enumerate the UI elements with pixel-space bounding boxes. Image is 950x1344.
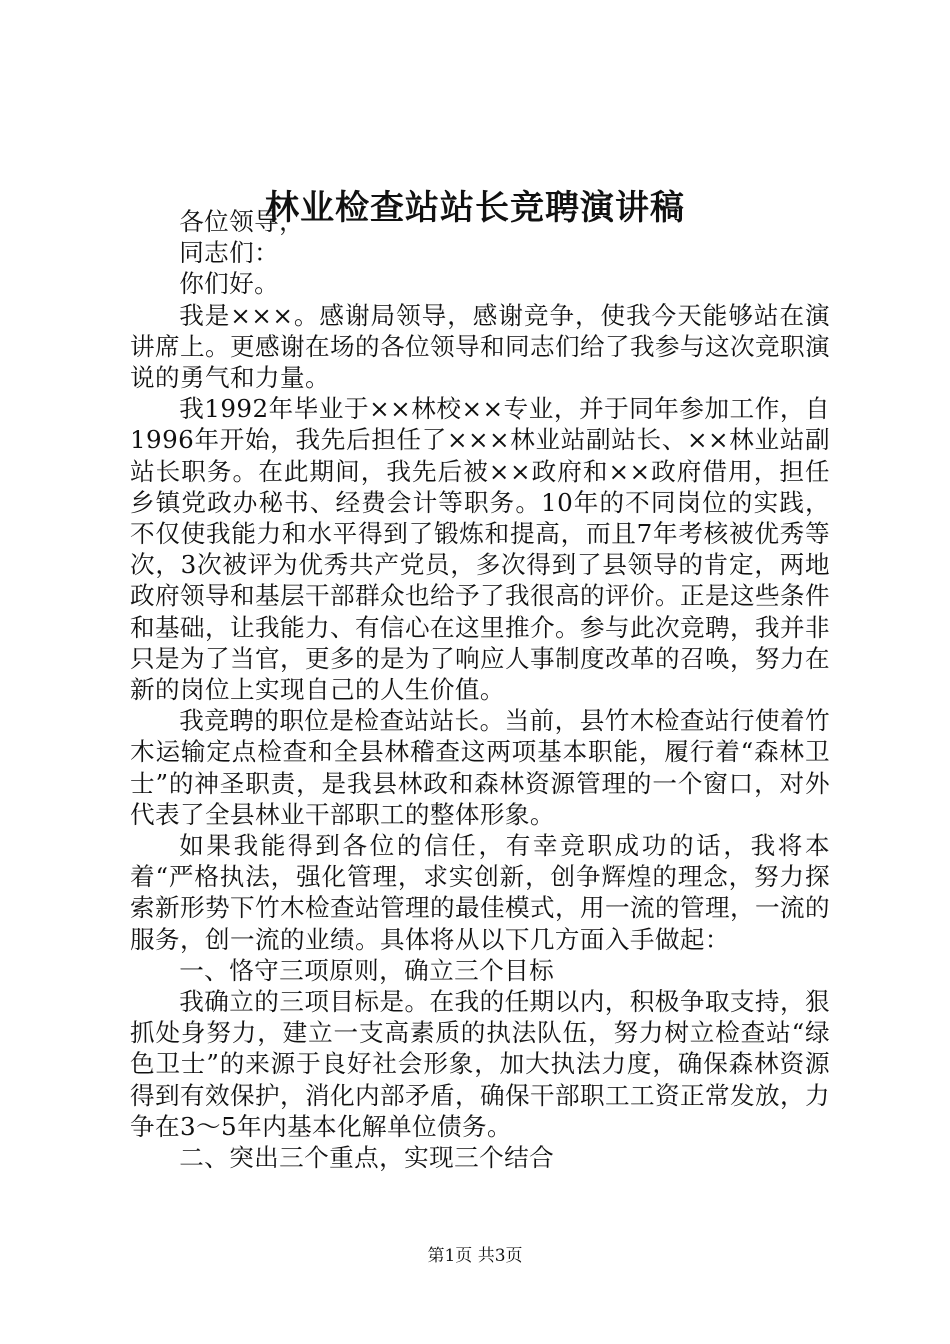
paragraph-background: 我1992年毕业于××林校××专业，并于同年参加工作，自1996年开始，我先后担任了×××林业站副站长、××林业站副站长职务。在此期间，我先后被××政府和××政府借用，担任乡镇党政办秘书、经费会计等职务。10年的不同岗位的实践，不仅使我能力和水平得到了锻炼和提高，而且7年考核被优秀等次，3次被评为优秀共产党员，多次得到了县领导的肯定，两地政府领导和基层干部群众也给予了我很高的评价。正是这些条件和基础，让我能力、有信心在这里推介。参与此次竞聘，我并非只是为了当官，更多的是为了响应人事制度改革的召唤，努力在新的岗位上实现自己的人生价值。 bbox=[130, 394, 830, 705]
heading-section-one: 一、恪守三项原则，确立三个目标 bbox=[179, 955, 555, 985]
greeting: 你们好。 bbox=[179, 269, 280, 299]
paragraph-intro: 我是×××。感谢局领导，感谢竞争，使我今天能够站在演讲席上。更感谢在场的各位领导和同志们给了我参与这次竞职演说的勇气和力量。 bbox=[130, 300, 830, 393]
heading-section-two: 二、突出三个重点，实现三个结合 bbox=[179, 1143, 555, 1173]
salutation-comrades: 同志们： bbox=[179, 238, 280, 268]
salutation-leaders: 各位领导， bbox=[179, 207, 305, 236]
paragraph-commitment: 如果我能得到各位的信任，有幸竞职成功的话，我将本着“严格执法，强化管理，求实创新，创争辉煌的理念，努力探索新形势下竹木检查站管理的最佳模式，用一流的管理，一流的服务，创一流的业绩。具体将从以下几方面入手做起： bbox=[130, 831, 830, 954]
document-body bbox=[130, 206, 830, 1173]
page-number-footer: 第1页 共3页 bbox=[427, 1246, 523, 1266]
paragraph-position: 我竞聘的职位是检查站站长。当前，县竹木检查站行使着竹木运输定点检查和全县林稽查这两项基本职能，履行着“森林卫士”的神圣职责，是我县林政和森林资源管理的一个窗口，对外代表了全县林业干部职工的整体形象。 bbox=[130, 706, 830, 829]
paragraph-goals: 我确立的三项目标是。在我的任期以内，积极争取支持，狠抓处身努力，建立一支高素质的执法队伍，努力树立检查站“绿色卫士”的来源于良好社会形象，加大执法力度，确保森林资源得到有效保护，消化内部矛盾，确保干部职工工资正常发放，力争在3～5年内基本化解单位债务。 bbox=[130, 987, 830, 1141]
document-title: 林业检查站站长竞聘演讲稿 bbox=[265, 188, 685, 228]
